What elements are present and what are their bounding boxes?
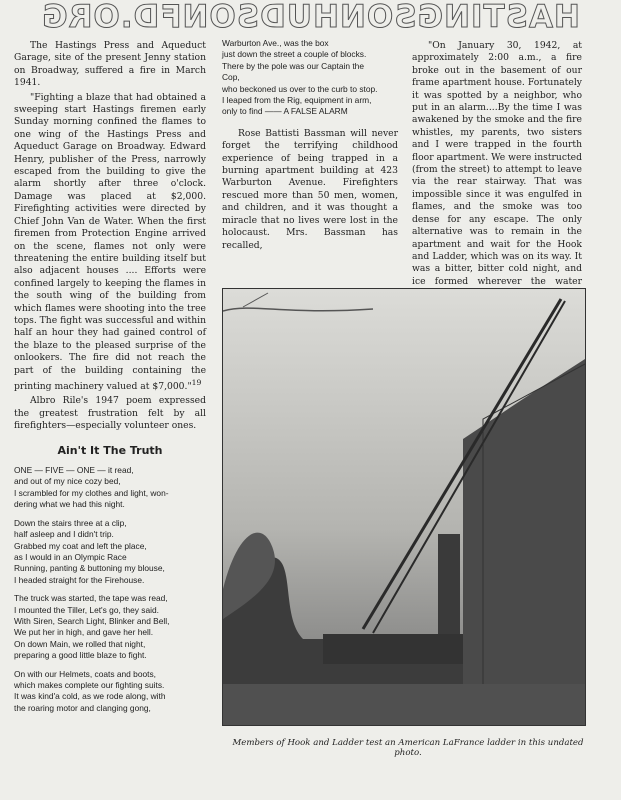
column-right: [412, 40, 582, 303]
intro-paragraph: The Hastings Press and Aqueduct Garage, site of the present Jenny station on Broadway, suffered a fire in March 1941.: [14, 40, 206, 89]
ladder-photo-illustration: [223, 289, 585, 725]
poem-stanza: [14, 465, 206, 511]
poem-line: Warburton Ave., was the box: [222, 38, 329, 48]
poem-line: and out of my nice cozy bed,: [14, 476, 121, 487]
poem-stanza: [14, 593, 206, 661]
poem-line: On down Main, we rolled that night,: [14, 638, 146, 649]
poem-line: as I would in an Olympic Race: [14, 551, 127, 562]
poem-line: Grabbed my coat and left the place,: [14, 540, 147, 551]
press-fire-quote-text: "Fighting a blaze that had obtained a sweeping start Hastings firemen early Sunday morning confined the flames to one wing of the Hastings Press and Aqueduct Garage on Broadway. Edward Henry, publisher of the Press, narrowly escaped from the building to give the alarm shortly after three o'clock. Damage was placed at $2,000. Firefighting activities were directed by Chief John Van de Water. When the first firemen from Protection Engine arrived on the scene, flames not only were threatening the entire building itself but also adjacent houses .... Efforts were confined largely to keeping the flames in the south wing of the building from which flames were shooting into the tree tops. The fight was successful and within half an hour they had gained control of the blaze to the pleased surprise of the onlookers. The fire did not reach the part of the building containing the printing machinery valued at $7,000.": [14, 91, 207, 393]
poem-title: Ain't It The Truth: [57, 443, 163, 457]
poem-line: I scrambled for my clothes and light, won-: [14, 487, 169, 498]
bassman-quote: "On January 30, 1942, at approximately 2:00 a.m., a fire broke out in the basement of our frame apartment house. Fortunately it was spotted by a neighbor, who put in an alarm....By the time I was awakened by the smoke and the fire whistles, my parents, two sisters and I were trapped in the fourth floor apartment. We were instructed (from the street) to attempt to leave via the rear stairway. That was impossible since it was engulfed in flames, and the smoke was too dense for any escape. The only alternative was to remain in the apartment and wait for the Hook and Ladder, which was on its way. It was a bitter, bitter cold night, and ice formed wherever the water: [412, 40, 582, 287]
press-fire-quote: [14, 92, 206, 394]
poem-stanza: [222, 38, 398, 118]
poem-stanza: [14, 669, 206, 715]
poem-stanza: [14, 518, 206, 586]
column-middle: [222, 38, 398, 254]
poem-line: There by the pole was our Captain the: [222, 60, 364, 71]
poem-intro-paragraph: Albro Rile's 1947 poem expressed the greatest frustration felt by all firefighters—especially volunteer ones.: [14, 395, 206, 432]
poem-line: The truck was started, the tape was read,: [14, 593, 168, 604]
poem-line: just down the street a couple of blocks.: [222, 49, 367, 60]
poem-line: preparing a good little blaze to fight.: [14, 650, 147, 661]
poem-line: I leaped from the Rig, equipment in arm,: [222, 95, 372, 106]
poem-line: only to find —— A FALSE ALARM: [222, 106, 348, 117]
poem-line: We put her in high, and gave her hell.: [14, 627, 154, 638]
poem-line: Running, panting & buttoning my blouse,: [14, 563, 165, 574]
photo-caption: Members of Hook and Ladder test an American LaFrance ladder in this undated photo.: [232, 738, 584, 758]
poem-line: the roaring motor and clanging gong,: [14, 702, 151, 713]
bassman-paragraph: Rose Battisti Bassman will never forget the terrifying childhood experience of being trapped in a burning apartment building at 423 Warburton Avenue. Firefighters rescued more than 50 men, women, and children, and it was thought a miracle that no lives were lost in the holocaust. Mrs. Bassman has recalled,: [222, 127, 398, 251]
poem-line: It was kind'a cold, as we rode along, with: [14, 691, 166, 702]
poem-line: which makes complete our fighting suits.: [14, 679, 165, 690]
poem-line: Cop,: [222, 72, 240, 83]
poem-line: ONE — FIVE — ONE — it read,: [14, 465, 134, 476]
site-watermark: HASTINGSONHUDSONFD.ORG: [41, 0, 580, 35]
poem-line: I mounted the Tiller, Let's go, they said.: [14, 604, 159, 615]
poem-line: I headed straight for the Firehouse.: [14, 574, 145, 585]
poem-line: Down the stairs three at a clip,: [14, 517, 127, 528]
poem-line: With Siren, Search Light, Blinker and Bell,: [14, 615, 170, 626]
poem-line: half asleep and I didn't trip.: [14, 529, 114, 540]
poem-line: who beckoned us over to the curb to stop.: [222, 83, 378, 94]
ladder-photo: [222, 288, 586, 726]
poem-body: [14, 465, 206, 714]
poem-continuation: [222, 38, 398, 118]
poem-line: On with our Helmets, coats and boots,: [14, 668, 156, 679]
poem-line: dering what we had this night.: [14, 499, 125, 510]
column-left: [14, 40, 206, 721]
footnote-marker: 19: [191, 377, 202, 387]
